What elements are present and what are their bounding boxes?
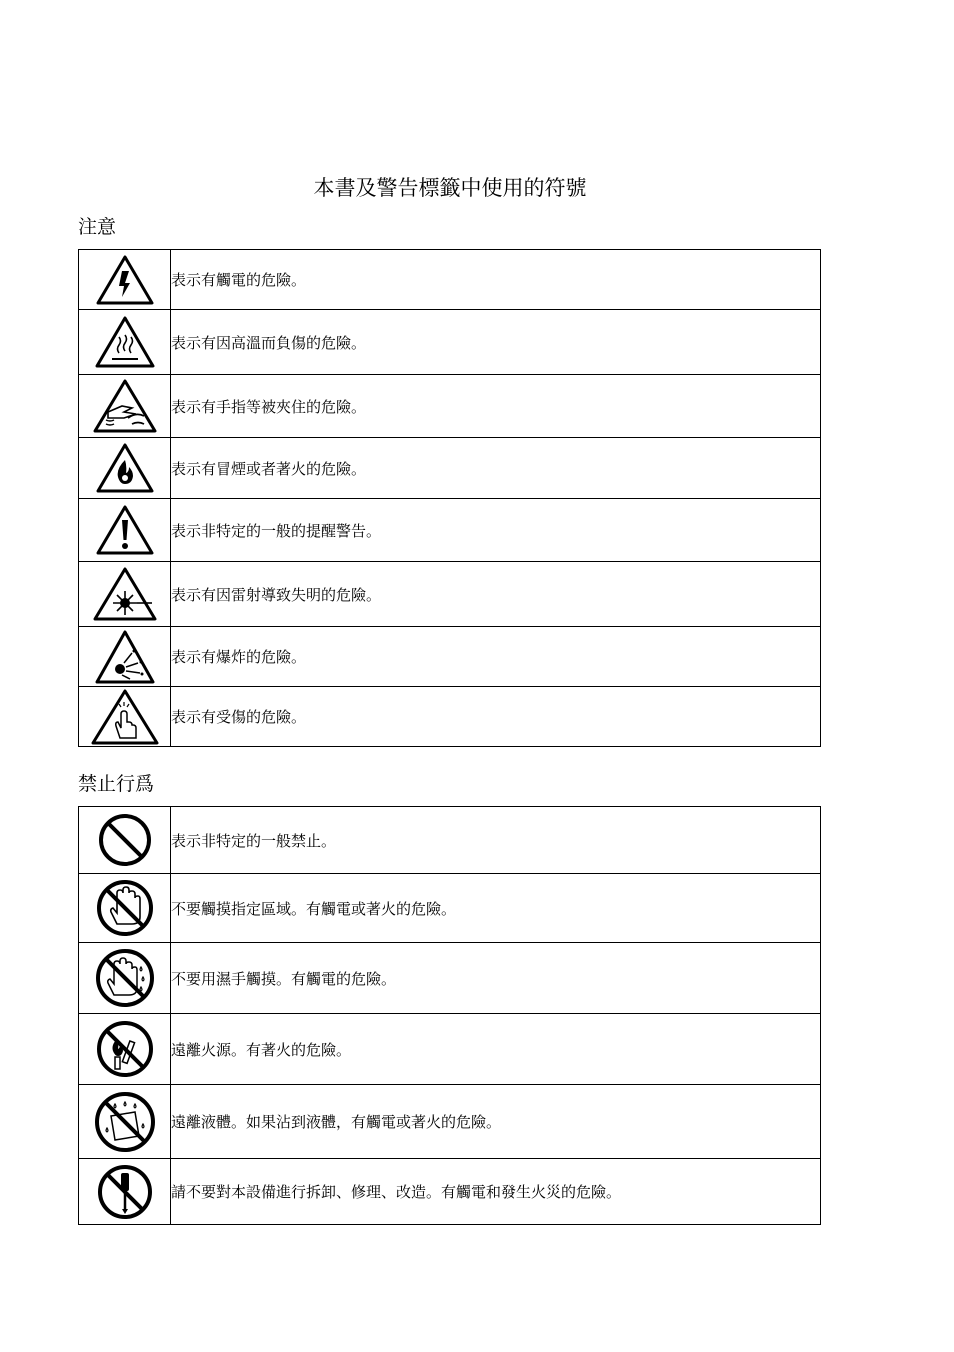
prohibited-table [78, 806, 821, 1225]
no-touch-icon [79, 874, 171, 943]
prohibited-text: 不要用濕手觸摸。有觸電的危險。 [171, 943, 821, 1014]
table-row [79, 1014, 821, 1085]
caution-text: 表示有冒煙或者著火的危險。 [171, 438, 821, 499]
table-row [79, 687, 821, 747]
caution-text: 表示有因高溫而負傷的危險。 [171, 310, 821, 375]
caution-table [78, 249, 821, 747]
table-row [79, 807, 821, 874]
prohibited-text: 不要觸摸指定區域。有觸電或著火的危險。 [171, 874, 821, 943]
prohibited-text: 請不要對本設備進行拆卸、修理、改造。有觸電和發生火災的危險。 [171, 1159, 821, 1225]
table-row [79, 438, 821, 499]
fire-warning-icon [79, 438, 171, 499]
general-warning-icon [79, 499, 171, 562]
caution-text: 表示有手指等被夾住的危險。 [171, 375, 821, 438]
table-row [79, 250, 821, 310]
electric-shock-warning-icon [79, 250, 171, 310]
table-row [79, 627, 821, 687]
no-liquids-icon [79, 1085, 171, 1159]
caution-text: 表示非特定的一般的提醒警告。 [171, 499, 821, 562]
table-row [79, 499, 821, 562]
no-disassembly-icon [79, 1159, 171, 1225]
prohibited-text: 表示非特定的一般禁止。 [171, 807, 821, 874]
prohibited-heading: 禁止行爲 [78, 773, 155, 795]
prohibited-text: 遠離液體。如果沾到液體，有觸電或著火的危險。 [171, 1085, 821, 1159]
caution-text: 表示有因雷射導致失明的危險。 [171, 562, 821, 627]
page-title: 本書及警告標籤中使用的符號 [313, 176, 587, 200]
no-open-flame-icon [79, 1014, 171, 1085]
injury-warning-icon [79, 687, 171, 747]
caution-text: 表示有觸電的危險。 [171, 250, 821, 310]
table-row [79, 375, 821, 438]
general-prohibition-icon [79, 807, 171, 874]
caution-text: 表示有爆炸的危險。 [171, 627, 821, 687]
table-row [79, 562, 821, 627]
caution-heading: 注意 [78, 216, 117, 238]
prohibited-text: 遠離火源。有著火的危險。 [171, 1014, 821, 1085]
table-row [79, 310, 821, 375]
caution-text: 表示有受傷的危險。 [171, 687, 821, 747]
hot-surface-warning-icon [79, 310, 171, 375]
laser-warning-icon [79, 562, 171, 627]
table-row [79, 874, 821, 943]
table-row [79, 1159, 821, 1225]
finger-pinch-warning-icon [79, 375, 171, 438]
explosion-warning-icon [79, 627, 171, 687]
no-wet-hands-icon [79, 943, 171, 1014]
table-row [79, 943, 821, 1014]
table-row [79, 1085, 821, 1159]
